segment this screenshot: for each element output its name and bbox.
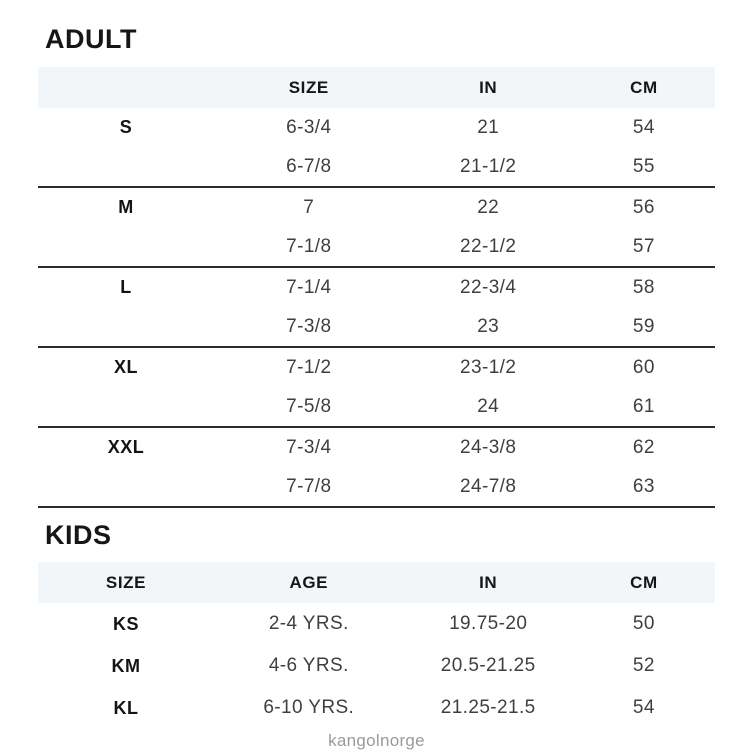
inches-cell: 22 <box>477 196 500 218</box>
table-row <box>38 387 715 426</box>
size-label-cell: KL <box>113 697 139 718</box>
adult-group-xl <box>38 348 715 428</box>
cm-cell: 58 <box>632 276 655 298</box>
inches-cell: 24-7/8 <box>460 475 517 497</box>
inches-cell: 21.25-21.5 <box>440 697 536 718</box>
table-row <box>38 348 715 387</box>
kids-section <box>38 522 715 729</box>
header-cell-in: IN <box>479 572 498 592</box>
header-cell-size: SIZE <box>105 572 147 592</box>
cm-cell: 57 <box>632 235 655 257</box>
adult-group-m <box>38 188 715 268</box>
size-label-cell: XXL <box>107 437 145 457</box>
table-row <box>38 268 715 307</box>
table-row <box>38 108 715 147</box>
header-cell-cm: CM <box>630 572 658 592</box>
inches-cell: 24 <box>477 395 500 417</box>
adult-group-s <box>38 108 715 188</box>
hat-size-cell: 7-1/8 <box>286 235 332 257</box>
inches-cell: 23 <box>477 315 500 337</box>
hat-size-cell: 7-3/8 <box>286 315 332 337</box>
cm-cell: 60 <box>632 356 655 378</box>
table-row <box>38 147 715 186</box>
hat-size-cell: 6-3/4 <box>286 116 332 138</box>
header-cell-size: SIZE <box>288 77 329 97</box>
adult-section <box>38 26 715 508</box>
hat-size-cell: 6-7/8 <box>286 155 332 177</box>
cm-cell: 59 <box>632 315 655 337</box>
size-label-cell: XL <box>114 357 139 377</box>
age-cell: 4-6 YRS. <box>268 655 349 676</box>
hat-size-cell: 7-3/4 <box>286 436 332 458</box>
kids-table-header-row <box>38 562 715 603</box>
table-row <box>38 188 715 227</box>
size-label-cell: KM <box>111 655 141 676</box>
hat-size-cell: 7-7/8 <box>286 475 332 497</box>
age-cell: 2-4 YRS. <box>268 613 349 634</box>
header-cell-age: AGE <box>289 572 329 592</box>
table-row <box>38 603 715 645</box>
inches-cell: 21-1/2 <box>460 155 517 177</box>
inches-cell: 21 <box>477 116 500 138</box>
table-row <box>38 645 715 687</box>
cm-cell: 55 <box>632 155 655 177</box>
inches-cell: 23-1/2 <box>460 356 517 378</box>
inches-cell: 22-1/2 <box>460 235 517 257</box>
header-cell-cm: CM <box>630 77 658 97</box>
table-row <box>38 307 715 346</box>
size-label-cell: L <box>120 277 132 297</box>
cm-cell: 50 <box>632 613 655 634</box>
adult-group-xxl <box>38 428 715 508</box>
cm-cell: 54 <box>632 697 655 718</box>
table-row <box>38 687 715 729</box>
inches-cell: 19.75-20 <box>449 613 528 634</box>
hat-size-cell: 7-5/8 <box>286 395 332 417</box>
brand-footer: kangolnorge <box>328 731 425 750</box>
cm-cell: 61 <box>632 395 655 417</box>
inches-cell: 24-3/8 <box>460 436 517 458</box>
cm-cell: 52 <box>632 655 655 676</box>
inches-cell: 22-3/4 <box>460 276 517 298</box>
table-row <box>38 467 715 506</box>
header-cell-in: IN <box>479 77 498 97</box>
cm-cell: 62 <box>632 436 655 458</box>
hat-size-cell: 7-1/4 <box>286 276 332 298</box>
table-row <box>38 428 715 467</box>
cm-cell: 63 <box>632 475 655 497</box>
adult-section-title: ADULT <box>45 24 137 54</box>
inches-cell: 20.5-21.25 <box>440 655 536 676</box>
kids-section-title: KIDS <box>45 520 112 550</box>
table-row <box>38 227 715 266</box>
cm-cell: 56 <box>632 196 655 218</box>
hat-size-cell: 7-1/2 <box>286 356 332 378</box>
adult-table-header-row <box>38 67 715 108</box>
size-label-cell: M <box>118 197 134 217</box>
age-cell: 6-10 YRS. <box>263 697 355 718</box>
adult-group-l <box>38 268 715 348</box>
cm-cell: 54 <box>632 116 655 138</box>
size-label-cell: S <box>119 117 133 137</box>
size-label-cell: KS <box>113 613 140 634</box>
hat-size-cell: 7 <box>303 196 315 218</box>
